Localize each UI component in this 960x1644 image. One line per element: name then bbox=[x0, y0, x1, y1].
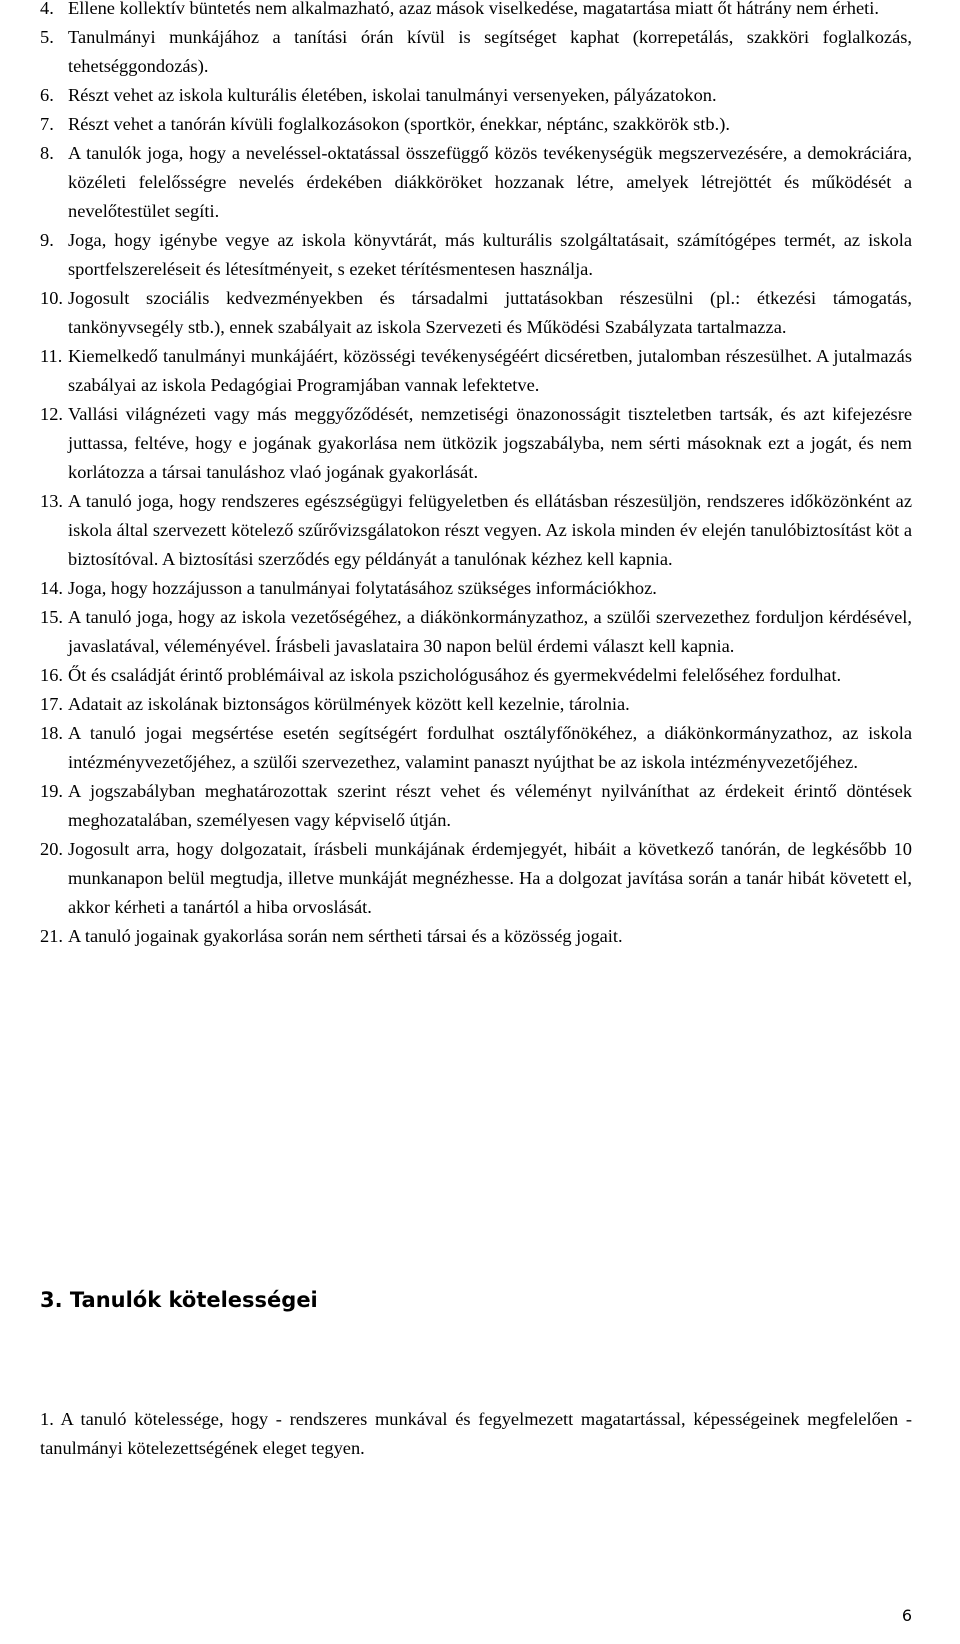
list-item bbox=[0, 487, 960, 574]
item-number: 11. bbox=[40, 346, 63, 366]
item-number: 1. bbox=[40, 1409, 54, 1429]
item-text: A tanuló kötelessége, hogy - rendszeres munkával és fegyelmezett magatartással, képességeinek megfelelően - tanulmányi kötelezettségének eleget tegyen. bbox=[40, 1409, 912, 1458]
item-text: Őt és családját érintő problémáival az iskola pszichológusához és gyermekvédelmi felelőséhez fordulhat. bbox=[68, 665, 842, 685]
item-number: 10. bbox=[40, 288, 63, 308]
item-text: Adatait az iskolának biztonságos körülmények között kell kezelnie, tárolnia. bbox=[68, 694, 630, 714]
item-number: 20. bbox=[40, 839, 63, 859]
item-number: 16. bbox=[40, 665, 63, 685]
item-text: Jogosult arra, hogy dolgozatait, írásbeli munkájának érdemjegyét, hibáit a következő tanórán, de legkésőbb 10 munkanapon belül megtudja, illetve munkáját megnézhesse. Ha a dolgozat javítása során a tanár hibát követett el, akkor kérheti a tanártól a hiba orvoslását. bbox=[68, 839, 912, 917]
item-number: 9. bbox=[40, 230, 54, 250]
list-item bbox=[0, 0, 960, 23]
item-number: 4. bbox=[40, 0, 54, 18]
list-item bbox=[0, 603, 960, 661]
list-item bbox=[0, 342, 960, 400]
item-text: Részt vehet a tanórán kívüli foglalkozásokon (sportkör, énekkar, néptánc, szakkörök stb.). bbox=[68, 114, 730, 134]
item-number: 19. bbox=[40, 781, 63, 801]
item-text: Kiemelkedő tanulmányi munkájáért, közösségi tevékenységéért dicséretben, jutalomban részesülhet. A jutalmazás szabályai az iskola Pedagógiai Programjában vannak lefektetve. bbox=[68, 346, 912, 395]
item-text: A tanulók joga, hogy a neveléssel-oktatással összefüggő közös tevékenységük megszervezésére, a demokráciára, közéleti felelősségre nevelés érdekében diákköröket hozzanak létre, amelyek létrejöttét és működését a nevelőtestület segíti. bbox=[68, 143, 912, 221]
obligations-list bbox=[0, 1405, 960, 1463]
item-number: 14. bbox=[40, 578, 63, 598]
item-text: Részt vehet az iskola kulturális életében, iskolai tanulmányi versenyeken, pályázatokon. bbox=[68, 85, 717, 105]
item-text: A tanuló joga, hogy az iskola vezetőségéhez, a diákönkormányzathoz, a szülői szervezethez forduljon kérdésével, javaslatával, véleményével. Írásbeli javaslataira 30 napon belül érdemi választ kell kapnia. bbox=[68, 607, 912, 656]
item-text: Jogosult szociális kedvezményekben és társadalmi juttatásokban részesülni (pl.: étkezési támogatás, tankönyvsegély stb.), ennek szabályait az iskola Szervezeti és Működési Szabályzata tartalmazza. bbox=[68, 288, 912, 337]
list-item bbox=[0, 284, 960, 342]
item-text: A tanuló jogai megsértése esetén segítségért fordulhat osztályfőnökéhez, a diákönkormányzathoz, az iskola intézményvezetőjéhez, a szülői szervezethez, valamint panaszt nyújthat be az iskola intézményvezetőjéhez. bbox=[68, 723, 912, 772]
item-number: 7. bbox=[40, 114, 54, 134]
item-number: 21. bbox=[40, 926, 63, 946]
item-number: 17. bbox=[40, 694, 63, 714]
item-text: Joga, hogy hozzájusson a tanulmányai folytatásához szükséges információkhoz. bbox=[68, 578, 657, 598]
list-item bbox=[0, 574, 960, 603]
item-number: 6. bbox=[40, 85, 54, 105]
item-number: 5. bbox=[40, 27, 54, 47]
item-text: Joga, hogy igénybe vegye az iskola könyvtárát, más kulturális szolgáltatásait, számítógépes termét, az iskola sportfelszereléseit és létesítményeit, s ezeket térítésmentesen használja. bbox=[68, 230, 912, 279]
item-text: A tanuló jogainak gyakorlása során nem sértheti társai és a közösség jogait. bbox=[68, 926, 623, 946]
item-text: Vallási világnézeti vagy más meggyőződését, nemzetiségi önazonosságit tiszteletben tartsák, és azt kifejezésre juttassa, feltéve, hogy e jogának gyakorlása nem ütközik jogszabályba, nem sérti másoknak ezt a jogát, és nem korlátozza a társai tanuláshoz vlaó jogának gyakorlását. bbox=[68, 404, 912, 482]
item-number: 15. bbox=[40, 607, 63, 627]
list-item bbox=[0, 661, 960, 690]
list-item bbox=[0, 139, 960, 226]
list-item bbox=[0, 835, 960, 922]
item-text: Tanulmányi munkájához a tanítási órán kívül is segítséget kaphat (korrepetálás, szakköri foglalkozás, tehetséggondozás). bbox=[68, 27, 912, 76]
list-item bbox=[0, 690, 960, 719]
list-item bbox=[0, 81, 960, 110]
item-number: 8. bbox=[40, 143, 54, 163]
list-item bbox=[0, 922, 960, 951]
list-item bbox=[0, 777, 960, 835]
item-number: 13. bbox=[40, 491, 63, 511]
item-number: 12. bbox=[40, 404, 63, 424]
list-item bbox=[0, 110, 960, 139]
list-item bbox=[0, 23, 960, 81]
item-text: A tanuló joga, hogy rendszeres egészségügyi felügyeletben és ellátásban részesüljön, rendszeres időközönként az iskola által szervezett kötelező szűrővizsgálatokon részt vegyen. Az iskola minden év elején tanulóbiztosítást köt a biztosítóval. A biztosítási szerződés egy példányát a tanulónak kézhez kell kapnia. bbox=[68, 491, 912, 569]
list-item bbox=[0, 226, 960, 284]
item-text: Ellene kollektív büntetés nem alkalmazható, azaz mások viselkedése, magatartása miatt őt hátrány nem érheti. bbox=[68, 0, 879, 18]
list-item bbox=[0, 1405, 960, 1463]
list-item bbox=[0, 719, 960, 777]
item-number: 18. bbox=[40, 723, 63, 743]
page-number: 6 bbox=[901, 1606, 912, 1625]
list-item bbox=[0, 400, 960, 487]
item-text: A jogszabályban meghatározottak szerint részt vehet és véleményt nyilváníthat az érdekeit érintő döntések meghozatalában, személyesen vagy képviselő útján. bbox=[68, 781, 912, 830]
section-heading: 3. Tanulók kötelességei bbox=[40, 1288, 318, 1312]
